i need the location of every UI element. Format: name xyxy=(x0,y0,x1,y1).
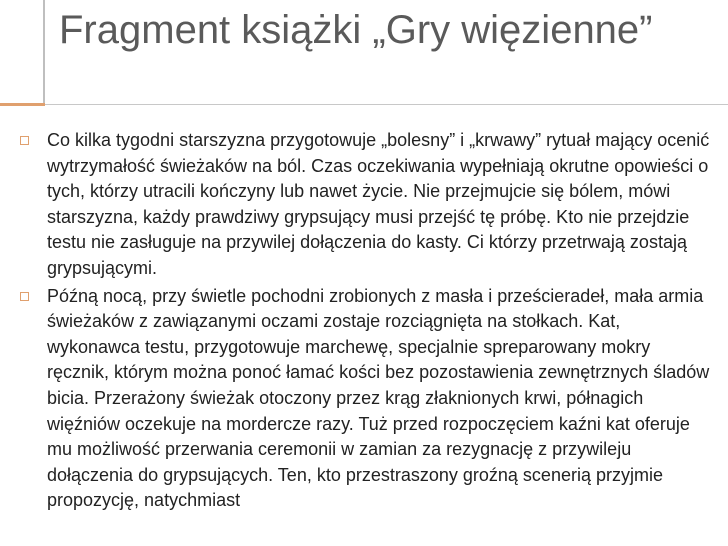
hollow-square-bullet-icon xyxy=(20,292,29,301)
bullet-list xyxy=(20,128,710,516)
bullet-text: Co kilka tygodni starszyzna przygotowuje „bolesny” i „krwawy” rytuał mający ocenić wytrzymałość świeżaków na ból. Czas oczekiwania wypełniają okrutne opowieści o tych, którzy utracili kończyny lub nawet życie. Nie przejmujcie się bólem, mówi starszyzna, każdy prawdziwy grypsujący musi przejść tę próbę. Kto nie przejdzie testu nie zasługuje na przywilej dołączenia do kasty. Ci którzy przetrwają zostają grypsującymi. xyxy=(47,130,710,278)
title-vertical-rule xyxy=(43,0,45,104)
title-underline xyxy=(45,104,728,105)
bullet-item xyxy=(20,284,710,514)
hollow-square-bullet-icon xyxy=(20,136,29,145)
title-underline-accent xyxy=(0,103,45,106)
bullet-text: Późną nocą, przy świetle pochodni zrobionych z masła i prześcieradeł, mała armia świeżaków z zawiązanymi oczami zostaje rozciągnięta na stołkach. Kat, wykonawca testu, przygotowuje marchewę, specjalnie spreparowany mokry ręcznik, którym można ponoć łamać kości bez pozostawienia zewnętrznych śladów bicia. Przerażony świeżak otoczony przez krąg złaknionych krwi, półnagich więźniów oczekuje na mordercze razy. Tuż przed rozpoczęciem kaźni kat oferuje mu możliwość przerwania ceremonii w zamian za rezygnację z przywileju dołączenia do grypsujących. Ten, kto przestraszony groźną scenerią przyjmie propozycję, natychmiast xyxy=(47,285,710,511)
bullet-item xyxy=(20,128,710,282)
slide-title: Fragment książki „Gry więzienne” xyxy=(59,8,653,52)
